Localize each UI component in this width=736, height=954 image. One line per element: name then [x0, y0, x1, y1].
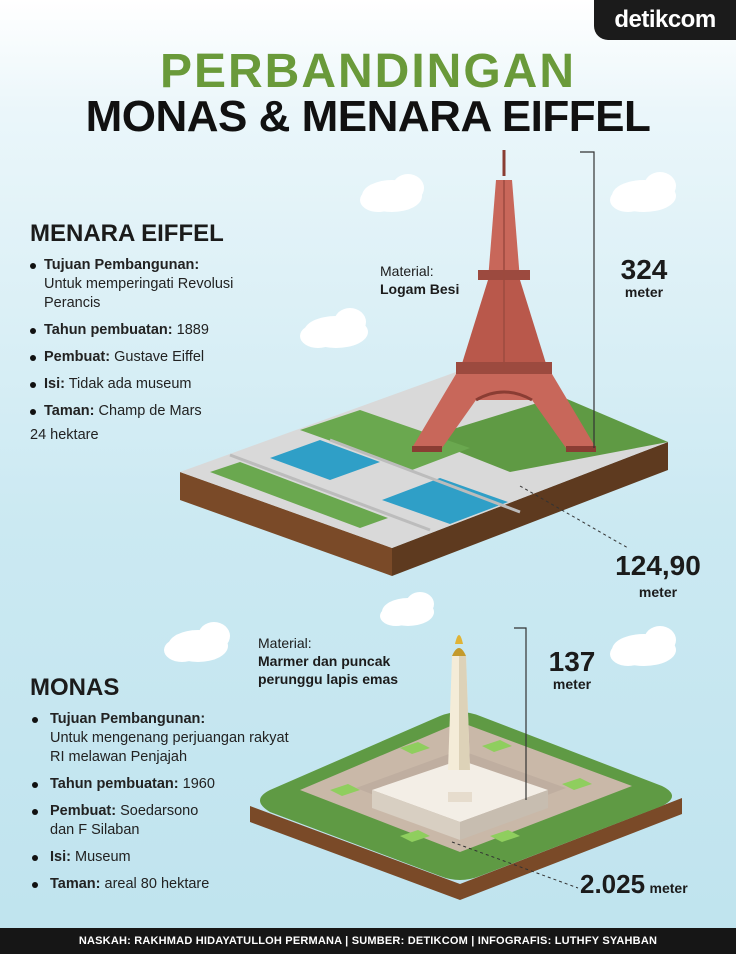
- eiffel-facts: [30, 256, 280, 443]
- fact-builder: Pembuat: Gustave Eiffel: [30, 348, 280, 367]
- fact-park: Taman: Champ de Mars: [30, 402, 280, 421]
- monas-monument-graphic: [448, 635, 470, 770]
- fact-park-extra: 24 hektare: [30, 427, 99, 443]
- cloud-icon: [300, 308, 368, 348]
- fact-purpose: Tujuan Pembangunan: Untuk memperingati Revolusi Perancis: [30, 256, 280, 313]
- monas-height: 137 meter: [548, 646, 596, 692]
- monas-base: 2.025 meter: [580, 869, 688, 899]
- eiffel-heading: MENARA EIFFEL: [30, 220, 224, 247]
- page-subtitle: MONAS & MENARA EIFFEL: [85, 92, 651, 141]
- fact-contents: Isi: Museum: [28, 848, 298, 867]
- cloud-icon: [164, 622, 230, 662]
- cloud-icon: [360, 174, 424, 212]
- cloud-icon: [610, 626, 676, 666]
- fact-contents: Isi: Tidak ada museum: [30, 375, 280, 394]
- eiffel-height: 324 meter: [620, 254, 668, 300]
- credits-footer: NASKAH: RAKHMAD HIDAYATULLOH PERMANA | SUMBER: DETIKCOM | INFOGRAFIS: LUTHFY SYAHBAN: [0, 928, 736, 954]
- brand-logo: detikcom: [594, 0, 736, 40]
- eiffel-material: Material: Logam Besi: [380, 263, 460, 297]
- cloud-icon: [610, 172, 676, 212]
- height-indicator-line: [580, 152, 594, 448]
- fact-year: Tahun pembuatan: 1889: [30, 321, 280, 340]
- fact-year: Tahun pembuatan: 1960: [28, 775, 298, 794]
- monas-material: Material: Marmer dan puncak perunggu lapis emas: [258, 635, 399, 687]
- monas-heading: MONAS: [30, 674, 120, 701]
- fact-builder: Pembuat: Soedarsono dan F Silaban: [28, 802, 298, 840]
- monas-facts: [28, 710, 298, 902]
- page-title: PERBANDINGAN: [159, 45, 576, 98]
- fact-park: Taman: areal 80 hektare: [28, 875, 298, 894]
- fact-purpose: Tujuan Pembangunan: Untuk mengenang perjuangan rakyat RI melawan Penjajah: [28, 710, 298, 767]
- eiffel-base: 124,90 meter: [615, 550, 701, 600]
- cloud-icon: [380, 592, 434, 626]
